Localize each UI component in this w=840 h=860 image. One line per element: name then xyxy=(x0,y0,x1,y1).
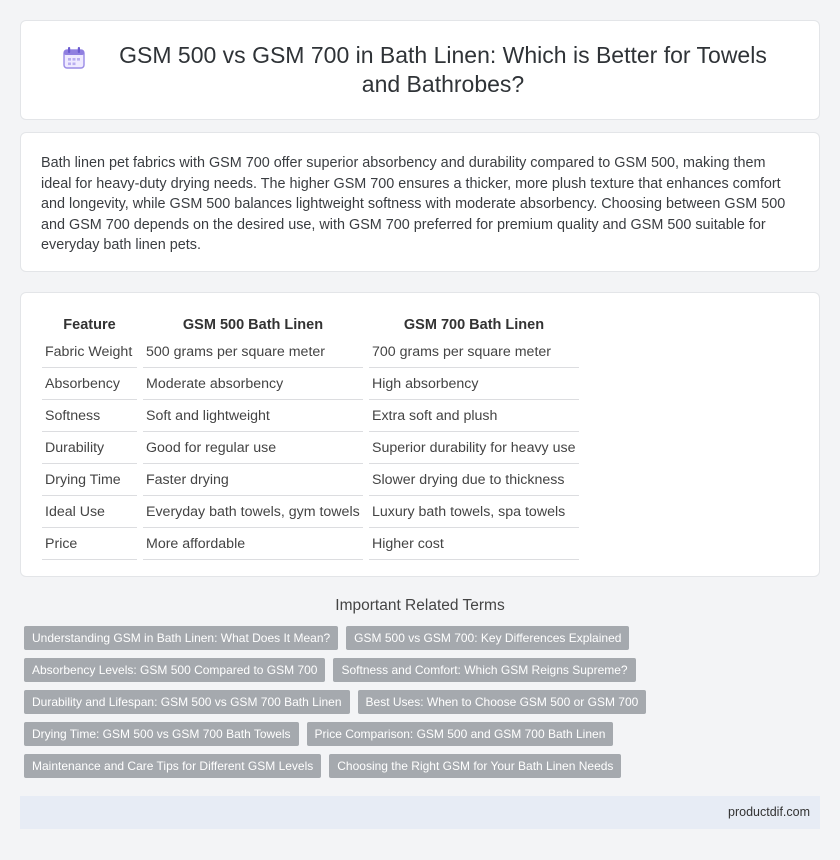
table-row xyxy=(42,464,579,496)
tag-row xyxy=(24,690,820,714)
cell-gsm500: 500 grams per square meter xyxy=(143,336,363,368)
tag-row xyxy=(24,754,820,778)
table-row xyxy=(42,336,579,368)
cell-feature: Softness xyxy=(42,400,137,432)
cell-gsm700: Higher cost xyxy=(369,528,579,560)
table-row xyxy=(42,496,579,528)
title-wrap xyxy=(61,41,779,99)
related-tag-link[interactable]: Durability and Lifespan: GSM 500 vs GSM 700 Bath Linen xyxy=(24,690,350,714)
cell-gsm500: More affordable xyxy=(143,528,363,560)
related-tag-link[interactable]: Understanding GSM in Bath Linen: What Does It Mean? xyxy=(24,626,338,650)
cell-feature: Fabric Weight xyxy=(42,336,137,368)
related-tag-link[interactable]: Choosing the Right GSM for Your Bath Linen Needs xyxy=(329,754,621,778)
cell-gsm700: Superior durability for heavy use xyxy=(369,432,579,464)
cell-gsm700: 700 grams per square meter xyxy=(369,336,579,368)
related-tag-link[interactable]: Drying Time: GSM 500 vs GSM 700 Bath Towels xyxy=(24,722,299,746)
cell-gsm700: Slower drying due to thickness xyxy=(369,464,579,496)
tag-row xyxy=(24,658,820,682)
cell-feature: Ideal Use xyxy=(42,496,137,528)
related-tag-link[interactable]: Best Uses: When to Choose GSM 500 or GSM 700 xyxy=(358,690,647,714)
cell-gsm500: Faster drying xyxy=(143,464,363,496)
related-tag-link[interactable]: GSM 500 vs GSM 700: Key Differences Explained xyxy=(346,626,629,650)
title-card xyxy=(20,20,820,120)
page-title: GSM 500 vs GSM 700 in Bath Linen: Which is Better for Towels and Bathrobes? xyxy=(119,42,767,97)
cell-gsm500: Good for regular use xyxy=(143,432,363,464)
header-gsm700: GSM 700 Bath Linen xyxy=(403,317,545,333)
tag-row xyxy=(24,626,820,650)
header-gsm500: GSM 500 Bath Linen xyxy=(182,317,324,333)
cell-feature: Drying Time xyxy=(42,464,137,496)
comparison-table xyxy=(36,313,585,560)
cell-gsm700: Luxury bath towels, spa towels xyxy=(369,496,579,528)
cell-feature: Durability xyxy=(42,432,137,464)
cell-gsm500: Soft and lightweight xyxy=(143,400,363,432)
related-tag-link[interactable]: Maintenance and Care Tips for Different GSM Levels xyxy=(24,754,321,778)
footer xyxy=(20,796,820,829)
cell-gsm700: Extra soft and plush xyxy=(369,400,579,432)
table-header-row xyxy=(42,313,579,336)
related-terms-section xyxy=(20,597,820,786)
intro-paragraph: Bath linen pet fabrics with GSM 700 offer superior absorbency and durability compared to GSM 500, making them ideal for heavy-duty drying needs. The higher GSM 700 ensures a thicker, more plush texture that enhances comfort and longevity, while GSM 500 balances lightweight softness with moderate absorbency. Choosing between GSM 500 and GSM 700 depends on the desired use, with GSM 700 preferred for premium quality and GSM 500 suitable for everyday bath linen pets. xyxy=(41,155,786,253)
cell-gsm500: Everyday bath towels, gym towels xyxy=(143,496,363,528)
footer-site-link[interactable]: productdif.com xyxy=(728,805,810,819)
table-row xyxy=(42,432,579,464)
related-terms-heading: Important Related Terms xyxy=(335,597,505,614)
cell-feature: Price xyxy=(42,528,137,560)
table-row xyxy=(42,528,579,560)
related-tag-link[interactable]: Absorbency Levels: GSM 500 Compared to GSM 700 xyxy=(24,658,325,682)
intro-card xyxy=(20,132,820,272)
comparison-card xyxy=(20,292,820,577)
tag-row xyxy=(24,722,820,746)
cell-feature: Absorbency xyxy=(42,368,137,400)
cell-gsm700: High absorbency xyxy=(369,368,579,400)
table-row xyxy=(42,368,579,400)
related-tags xyxy=(20,626,820,778)
header-feature: Feature xyxy=(63,317,116,333)
calendar-icon xyxy=(61,45,87,71)
related-tag-link[interactable]: Softness and Comfort: Which GSM Reigns Supreme? xyxy=(333,658,635,682)
related-tag-link[interactable]: Price Comparison: GSM 500 and GSM 700 Bath Linen xyxy=(307,722,614,746)
table-row xyxy=(42,400,579,432)
cell-gsm500: Moderate absorbency xyxy=(143,368,363,400)
